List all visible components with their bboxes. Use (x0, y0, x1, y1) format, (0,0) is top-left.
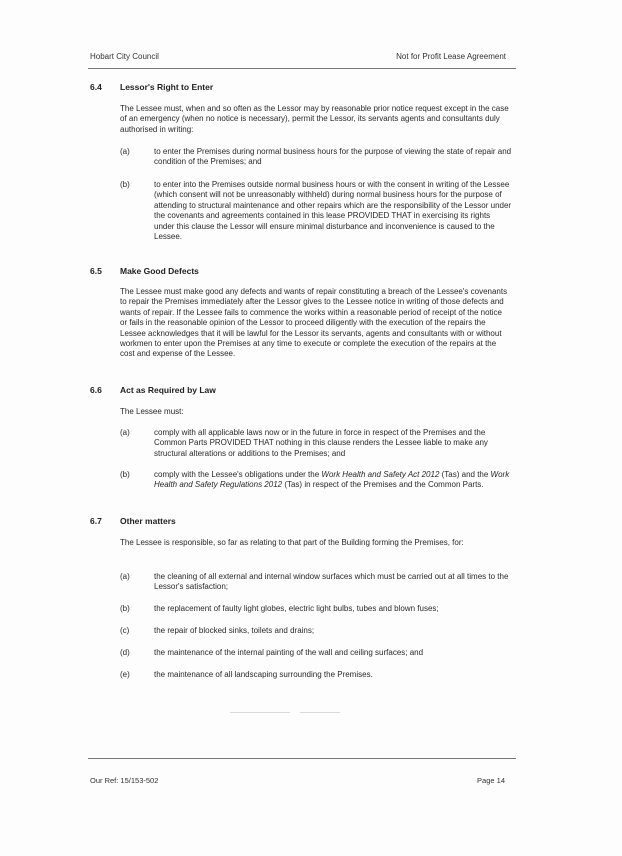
list-item-text: comply with all applicable laws now or in the future in force in respect of the Premises and the Common Parts PROVIDED THAT nothing in this clause renders the Lessee liable to make any structural alterations or additions to the Premises; and (154, 428, 488, 458)
header-document-title: Not for Profit Lease Agreement (396, 52, 506, 61)
list-item-label: (a) (120, 428, 130, 437)
section-number: 6.4 (90, 82, 102, 92)
list-item-text (154, 470, 512, 491)
section-intro: The Lessee must: (120, 407, 184, 416)
list-item-label: (a) (120, 147, 130, 156)
list-item-label: (b) (120, 470, 130, 479)
section-body: The Lessee must make good any defects and wants of repair constituting a breach of the Lessee's covenants to repair the Premises immediately after the Lessor gives to the Lessee notice in writing of those defects and wants of repair. If the Lessee fails to commence the works within a reasonable period of receipt of the notice or fails in the reasonable opinion of the Lessor to proceed diligently with the execution of the repairs the Lessee acknowledges that it will be lawful for the Lessor its servants, agents and consultants with or without workmen to enter upon the Premises at any time to execute or complete the execution of the repairs at the cost and expense of the Lessee. (120, 287, 508, 359)
list-item-text: the maintenance of the internal painting of the wall and ceiling surfaces; and (154, 648, 424, 657)
section-title: Make Good Defects (120, 266, 199, 276)
footer-reference: Our Ref: 15/153-502 (90, 776, 159, 785)
section-number: 6.5 (90, 266, 102, 276)
list-item-label: (b) (120, 604, 130, 613)
text-run: (Tas) in respect of the Premises and the Common Parts. (282, 480, 484, 490)
section-title: Act as Required by Law (120, 385, 216, 395)
header-organisation: Hobart City Council (90, 52, 159, 61)
footer-divider (88, 758, 516, 759)
list-item-label: (a) (120, 572, 130, 581)
list-item-label: (b) (120, 180, 130, 189)
section-number: 6.6 (90, 385, 102, 395)
list-item-label: (d) (120, 648, 130, 657)
list-item-label: (c) (120, 626, 130, 635)
act-title: Work Health and Safety Act 2012 (321, 470, 440, 479)
scan-artifact (300, 712, 340, 713)
list-item-text: the repair of blocked sinks, toilets and drains; (154, 626, 315, 635)
section-intro: The Lessee must, when and so often as the Lessor may by reasonable prior notice request except in the case of an emergency (when no notice is necessary), permit the Lessor, its servants agents and consultants duly authorised in writing: (120, 104, 509, 134)
text-run: comply with the Lessee's obligations under the (154, 470, 322, 479)
page-number: Page 14 (477, 776, 505, 785)
section-title: Other matters (120, 516, 176, 526)
list-item-text: the cleaning of all external and internal window surfaces which must be carried out at all times to the Lessor's satisfaction; (154, 572, 509, 592)
list-item-text: the replacement of faulty light globes, electric light bulbs, tubes and blown fuses; (154, 604, 439, 613)
header-divider (88, 68, 516, 69)
list-item-label: (e) (120, 670, 130, 679)
scan-artifact (230, 712, 290, 713)
text-run: (Tas) and the (439, 470, 491, 479)
list-item-text: to enter the Premises during normal business hours for the purpose of viewing the state of repair and condition of the Premises; and (154, 147, 512, 167)
regulations-title: Work Health and Safety Regulations 2012 (154, 470, 510, 490)
list-item-text: the maintenance of all landscaping surrounding the Premises. (154, 670, 373, 679)
section-number: 6.7 (90, 516, 102, 526)
section-title: Lessor's Right to Enter (120, 82, 214, 92)
section-intro: The Lessee is responsible, so far as relating to that part of the Building forming the Premises, for: (120, 538, 464, 547)
list-item-text: to enter into the Premises outside normal business hours or with the consent in writing of the Lessee (which consent will not be unreasonably withheld) during normal business hours for the purpose of attending to structural maintenance and other repairs which are the responsibility of the Lessor under the covenants and agreements contained in this lease PROVIDED THAT in exercising its rights under this clause the Lessor will ensure minimal disturbance and inconvenience is caused to the Lessee. (154, 180, 512, 242)
